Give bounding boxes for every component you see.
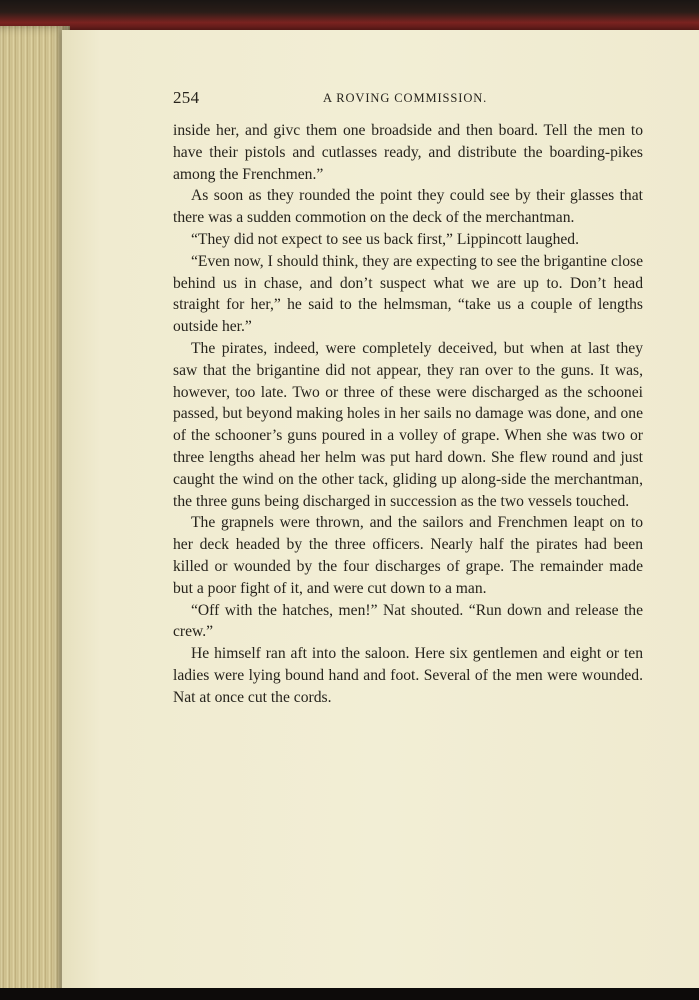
paragraph: “Off with the hatches, men!” Nat shouted. “Run down and release the crew.” xyxy=(173,601,643,641)
paragraph: The pirates, indeed, were completely deceived, but when at last they saw that the brigantine did not appear, they ran over to the guns. It was, however, too late. Two or three of these were discharged as the schoonei passed, but beyond making holes in her sails no damage was done, and one of the schooner’s guns poured in a volley of grape. When she was two or three lengths ahead her helm was put hard down. She flew round and just caught the wind on the other tack, gliding up along-side the merchantman, the three guns being discharged in succession as the two vessels touched. xyxy=(173,339,643,510)
page-stack-edge xyxy=(0,26,70,1000)
paragraph: inside her, and givc them one broadside and then board. Tell the men to have their pistols and cutlasses ready, and distribute the boarding-pikes among the Frenchmen.” xyxy=(173,122,643,183)
page-number: 254 xyxy=(173,88,200,107)
paragraph: The grapnels were thrown, and the sailors and Frenchmen leapt on to her deck headed by the three officers. Nearly half the pirates had been killed or wounded by the four discharges of grape. The remainder made but a poor fight of it, and were cut down to a man. xyxy=(173,514,643,597)
paragraph: “They did not expect to see us back first,” Lippincott laughed. xyxy=(191,230,579,248)
body-text xyxy=(173,120,643,709)
running-title: A ROVING COMMISSION. xyxy=(323,91,488,105)
paragraph: He himself ran aft into the saloon. Here six gentlemen and eight or ten ladies were lying bound hand and foot. Several of the men were wounded. Nat at once cut the cords. xyxy=(173,645,643,706)
bottom-shadow xyxy=(0,988,699,1000)
book-binding-edge xyxy=(0,0,699,30)
running-head xyxy=(173,88,643,110)
paragraph: “Even now, I should think, they are expecting to see the brigantine close behind us in chase, and don’t suspect what we are up to. Don’t head straight for her,” he said to the helmsman, “take us a couple of lengths outside her.” xyxy=(173,252,643,336)
paragraph: As soon as they rounded the point they could see by their glasses that there was a sudden commotion on the deck of the merchantman. xyxy=(173,187,643,227)
